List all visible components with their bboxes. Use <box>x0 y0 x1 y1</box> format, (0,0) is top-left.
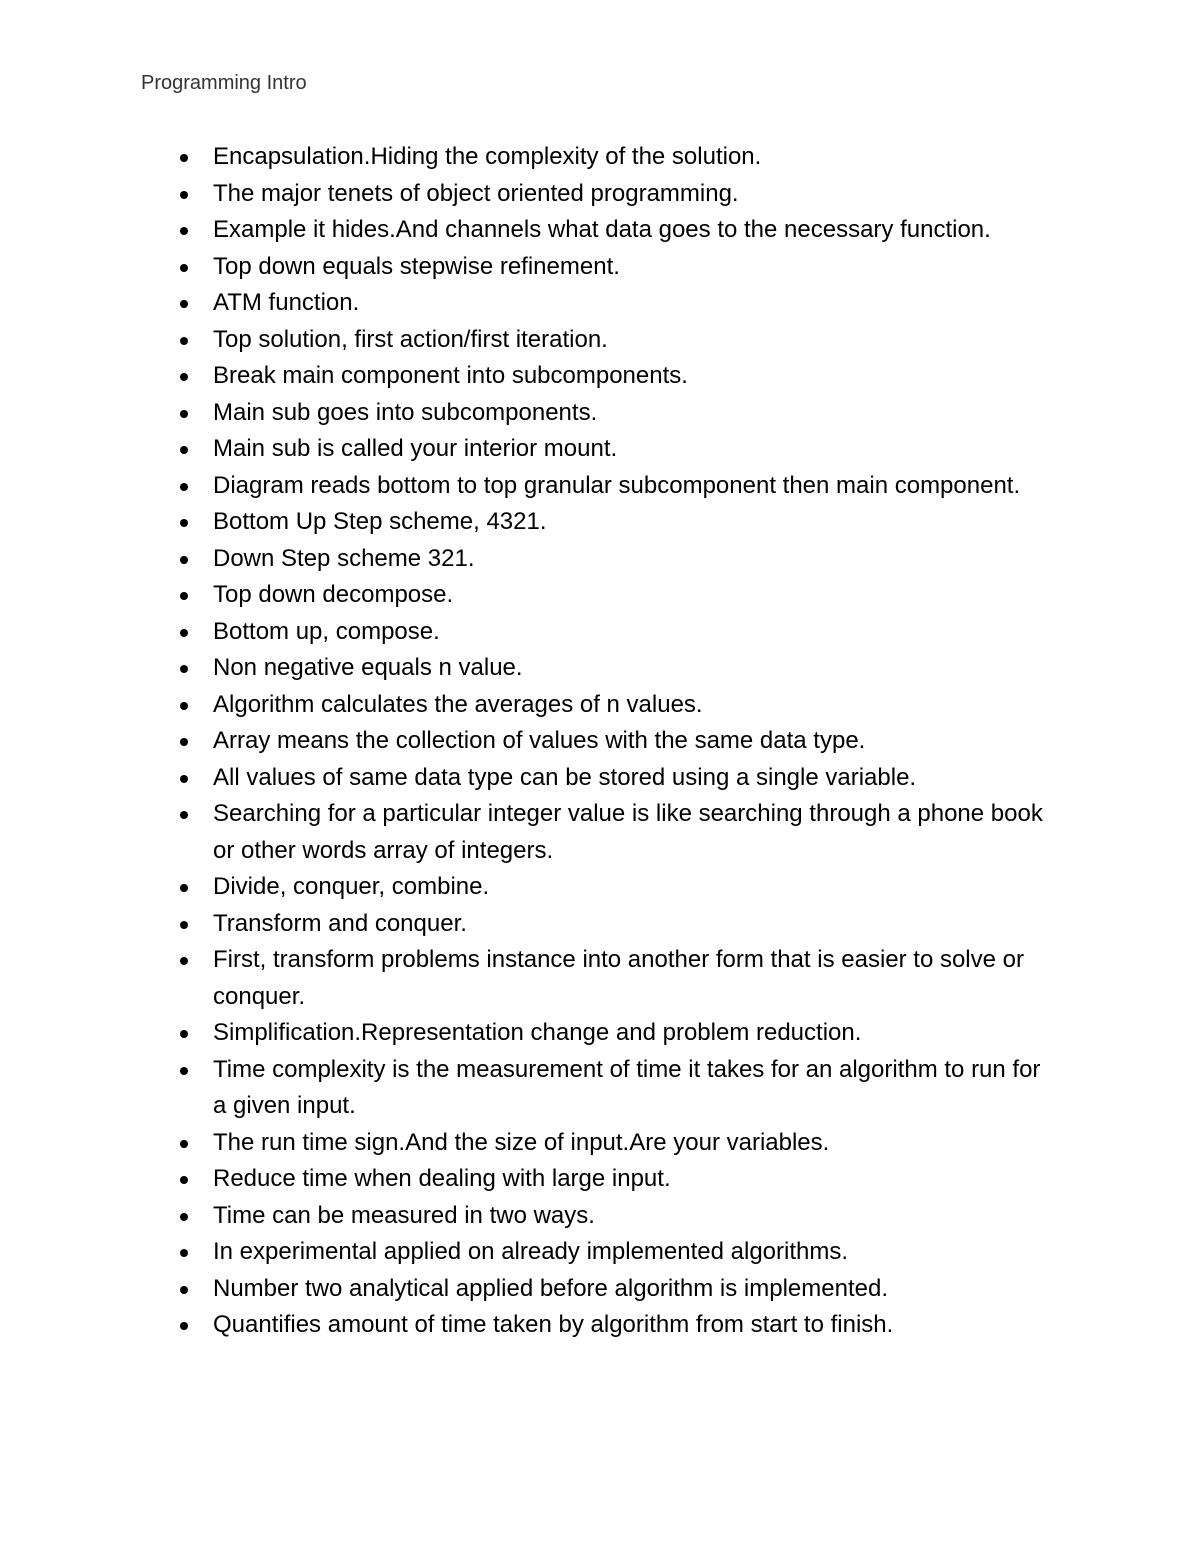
bullet-icon <box>180 1213 188 1221</box>
list-item-text: Time can be measured in two ways. <box>213 1201 595 1229</box>
bullet-icon <box>180 884 188 892</box>
list-item <box>0 431 1200 468</box>
list-item-text: The major tenets of object oriented programming. <box>213 179 739 207</box>
list-item <box>0 249 1200 286</box>
list-item-text: The run time sign.And the size of input.Are your variables. <box>213 1128 830 1156</box>
list-item <box>0 1271 1200 1308</box>
list-item <box>0 650 1200 687</box>
list-item <box>0 212 1200 249</box>
bullet-icon <box>180 191 188 199</box>
list-item-text: Top down equals stepwise refinement. <box>213 252 620 280</box>
list-item-text: Main sub goes into subcomponents. <box>213 398 598 426</box>
bullet-icon <box>180 1249 188 1257</box>
list-item <box>0 395 1200 432</box>
list-item-text: Non negative equals n value. <box>213 654 523 681</box>
list-item <box>0 1125 1200 1162</box>
list-item-text: Number two analytical applied before algorithm is implemented. <box>213 1274 888 1302</box>
bullet-icon <box>180 1140 188 1148</box>
list-item <box>0 358 1200 395</box>
list-item <box>0 1198 1200 1235</box>
bullet-icon <box>180 446 188 454</box>
bullet-icon <box>180 264 188 272</box>
list-item-text: First, transform problems instance into another form that is easier to solve or conquer. <box>213 946 1024 1010</box>
bullet-icon <box>180 483 188 491</box>
bullet-icon <box>180 811 188 819</box>
list-item <box>0 614 1200 651</box>
list-item-text: Encapsulation.Hiding the complexity of the solution. <box>213 143 762 170</box>
bullet-icon <box>180 337 188 345</box>
list-item <box>0 541 1200 578</box>
list-item <box>0 906 1200 943</box>
list-item-text: Divide, conquer, combine. <box>213 873 490 900</box>
list-item-text: ATM function. <box>213 289 360 316</box>
list-item-text: Example it hides.And channels what data goes to the necessary function. <box>213 216 991 243</box>
bullet-icon <box>180 702 188 710</box>
list-item <box>0 1234 1200 1271</box>
list-item-text: Bottom up, compose. <box>213 617 440 645</box>
list-item-text: Transform and conquer. <box>213 909 467 937</box>
list-item-text: Array means the collection of values with the same data type. <box>213 727 866 754</box>
list-item-text: Searching for a particular integer value is like searching through a phone book or other words array of integers. <box>213 800 1043 864</box>
bullet-icon <box>180 154 188 162</box>
list-item <box>0 760 1200 797</box>
list-item <box>0 796 1200 869</box>
bullet-icon <box>180 665 188 673</box>
bullet-icon <box>180 519 188 527</box>
bullet-icon <box>180 738 188 746</box>
list-item-text: All values of same data type can be stored using a single variable. <box>213 763 917 791</box>
bullet-icon <box>180 1030 188 1038</box>
list-item-text: In experimental applied on already implemented algorithms. <box>213 1238 849 1265</box>
bullet-icon <box>180 1067 188 1075</box>
list-item <box>0 285 1200 322</box>
list-item <box>0 942 1200 1015</box>
list-item <box>0 139 1200 176</box>
page-header-title: Programming Intro <box>141 72 307 94</box>
list-item <box>0 1015 1200 1052</box>
bullet-icon <box>180 629 188 637</box>
list-item <box>0 687 1200 724</box>
bullet-icon <box>180 592 188 600</box>
bullet-icon <box>180 556 188 564</box>
list-item-text: Top down decompose. <box>213 581 454 608</box>
bullet-icon <box>180 921 188 929</box>
list-item <box>0 723 1200 760</box>
list-item <box>0 322 1200 359</box>
list-item <box>0 176 1200 213</box>
list-item <box>0 1307 1200 1344</box>
bullet-icon <box>180 957 188 965</box>
list-item <box>0 577 1200 614</box>
bullet-icon <box>180 1176 188 1184</box>
list-item-text: Break main component into subcomponents. <box>213 362 688 389</box>
list-item <box>0 504 1200 541</box>
list-item-text: Main sub is called your interior mount. <box>213 435 618 462</box>
list-item <box>0 1161 1200 1198</box>
notes-bullet-list <box>0 139 1200 1344</box>
list-item-text: Reduce time when dealing with large input. <box>213 1165 671 1192</box>
bullet-icon <box>180 775 188 783</box>
list-item-text: Simplification.Representation change and problem reduction. <box>213 1019 862 1046</box>
list-item <box>0 1052 1200 1125</box>
bullet-icon <box>180 373 188 381</box>
bullet-icon <box>180 300 188 308</box>
list-item <box>0 869 1200 906</box>
list-item-text: Diagram reads bottom to top granular subcomponent then main component. <box>213 471 1021 499</box>
list-item-text: Down Step scheme 321. <box>213 544 475 572</box>
list-item <box>0 468 1200 505</box>
bullet-icon <box>180 1322 188 1330</box>
bullet-icon <box>180 410 188 418</box>
list-item-text: Quantifies amount of time taken by algorithm from start to finish. <box>213 1311 894 1338</box>
list-item-text: Algorithm calculates the averages of n values. <box>213 690 703 718</box>
list-item-text: Bottom Up Step scheme, 4321. <box>213 508 547 535</box>
bullet-icon <box>180 227 188 235</box>
bullet-icon <box>180 1286 188 1294</box>
list-item-text: Time complexity is the measurement of time it takes for an algorithm to run for a given input. <box>213 1055 1041 1119</box>
list-item-text: Top solution, first action/first iteration. <box>213 325 608 353</box>
